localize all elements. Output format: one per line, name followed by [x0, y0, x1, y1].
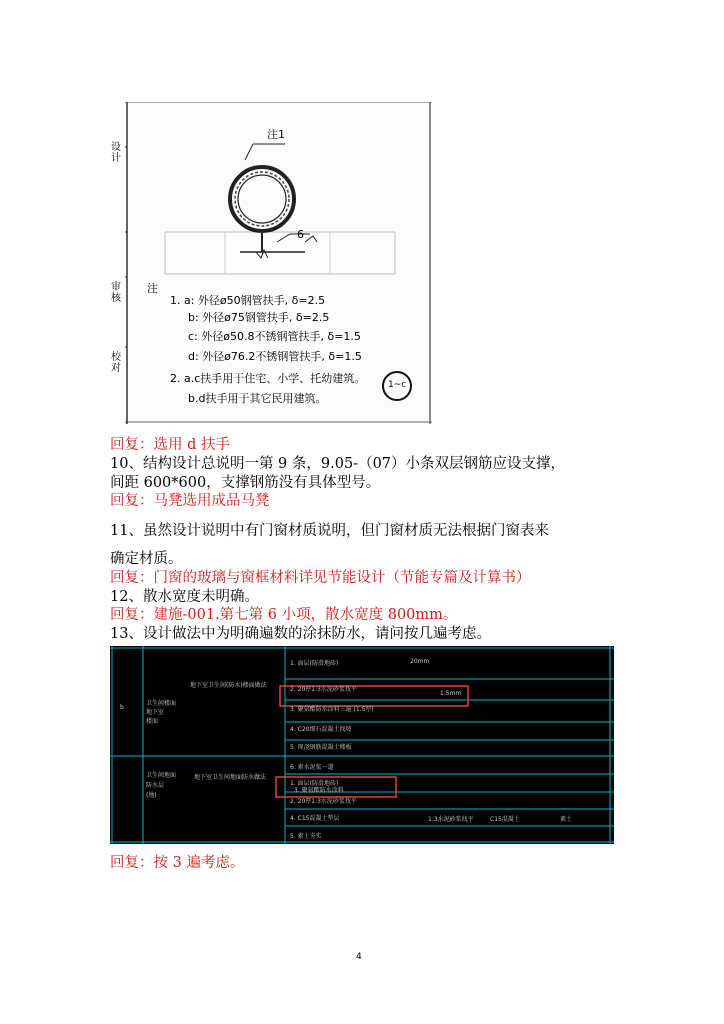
cad-a-cell-2: 2. 20厚1:3水泥砂浆找平	[290, 686, 357, 693]
cad-a-extra-2: 1.5mm	[440, 690, 462, 697]
reply-apron-width: 回复：建施-001.第七第 6 小项，散水宽度 800mm。	[110, 607, 458, 623]
issue-13: 13、设计做法中为明确遍数的涂抹防水，请问按几遍考虑。	[110, 626, 491, 642]
cad-b-cell-4: 4. C15混凝土垫层	[290, 815, 340, 822]
cad-b-extra-2: C15混凝土	[490, 816, 520, 823]
cad-mid-b: 地下室卫生间地面防水做法	[194, 774, 267, 781]
cad-left-b-3: (地)	[146, 792, 157, 799]
cad-b-cell-5: 5. 素土夯实	[290, 833, 322, 840]
cad-b-cell-1: 1. 面层(防滑地砖)	[290, 780, 339, 787]
cad-left-b-2: 防水层	[146, 782, 165, 789]
note-2b: b.d扶手用于其它民用建筑。	[188, 392, 327, 405]
issue-11-line-2: 确定材质。	[110, 551, 183, 567]
cad-left-a-3: 楼面	[146, 718, 159, 725]
cad-row-marker: b	[120, 704, 124, 711]
cad-a-cell-3: 3. 聚氨酯防水涂料三遍 (1.5厚)	[290, 706, 374, 713]
issue-11-line-1: 11、虽然设计说明中有门窗材质说明，但门窗材质无法根据门窗表来	[110, 523, 549, 539]
note-a: 1. a: 外径ø50钢管扶手, δ=2.5	[170, 294, 326, 307]
cad-left-a-2: 地下室	[146, 709, 165, 716]
issue-10-line-2: 间距 600*600，支撑钢筋没有具体型号。	[110, 475, 381, 491]
reply-handrail: 回复：选用 d 扶手	[110, 437, 230, 453]
side-label-check: 校对	[111, 352, 121, 374]
cad-b-extra-3: 素土	[560, 816, 573, 823]
reply-window-material: 回复：门窗的玻璃与窗框材料详见节能设计（节能专篇及计算书）	[110, 570, 531, 586]
notes-heading: 注	[147, 282, 158, 295]
cad-a-cell-6: 6. 素水泥浆一道	[290, 764, 334, 771]
note-c: c: 外径ø50.8不锈钢管扶手, δ=1.5	[188, 330, 361, 343]
page-number: 4	[356, 952, 362, 962]
cad-b-cell-2: 2. 20厚1:3水泥砂浆找平	[290, 798, 357, 805]
cad-a-cell-4: 4. C20细石混凝土找坡	[290, 726, 352, 733]
cad-left-b-1: 卫生间地面	[146, 772, 177, 779]
cad-a-extra-1: 20mm	[410, 658, 430, 665]
issue-12: 12、散水宽度未明确。	[110, 589, 259, 605]
side-label-review: 审核	[111, 282, 121, 304]
dimension-label: 6	[297, 228, 304, 241]
side-label-design: 设计	[111, 142, 121, 164]
issue-10-line-1: 10、结构设计总说明一第 9 条，9.05-（07）小条双层钢筋应设支撑，	[110, 456, 566, 472]
cad-b-cell-3: 3. 聚氨酯防水涂料	[294, 787, 344, 794]
note-2: 2. a.c扶手用于住宅、小学、托幼建筑。	[170, 372, 366, 385]
cad-a-cell-1: 1. 面层(防滑地砖)	[290, 660, 339, 667]
detail-stamp: 1~c	[388, 380, 407, 390]
note-d: d: 外径ø76.2不锈钢管扶手, δ=1.5	[188, 350, 362, 363]
cad-mid-a: 地下室卫生间(防水)楼面做法	[190, 682, 267, 689]
note-1-mark: 注1	[267, 128, 285, 141]
note-b: b: 外径ø75钢管扶手, δ=2.5	[188, 311, 330, 324]
waterproofing-cad-table	[110, 646, 614, 844]
cad-b-extra-1: 1:3水泥砂浆找平	[428, 816, 474, 823]
handrail-detail-drawing	[111, 102, 432, 424]
cad-grid-svg	[110, 646, 614, 844]
cad-a-cell-5: 5. 现浇钢筋混凝土楼板	[290, 744, 352, 751]
cad-left-a-1: 卫生间楼面	[146, 700, 177, 707]
reply-chair: 回复：马凳选用成品马凳	[110, 493, 270, 509]
reply-coating-passes: 回复：按 3 遍考虑。	[110, 855, 245, 871]
